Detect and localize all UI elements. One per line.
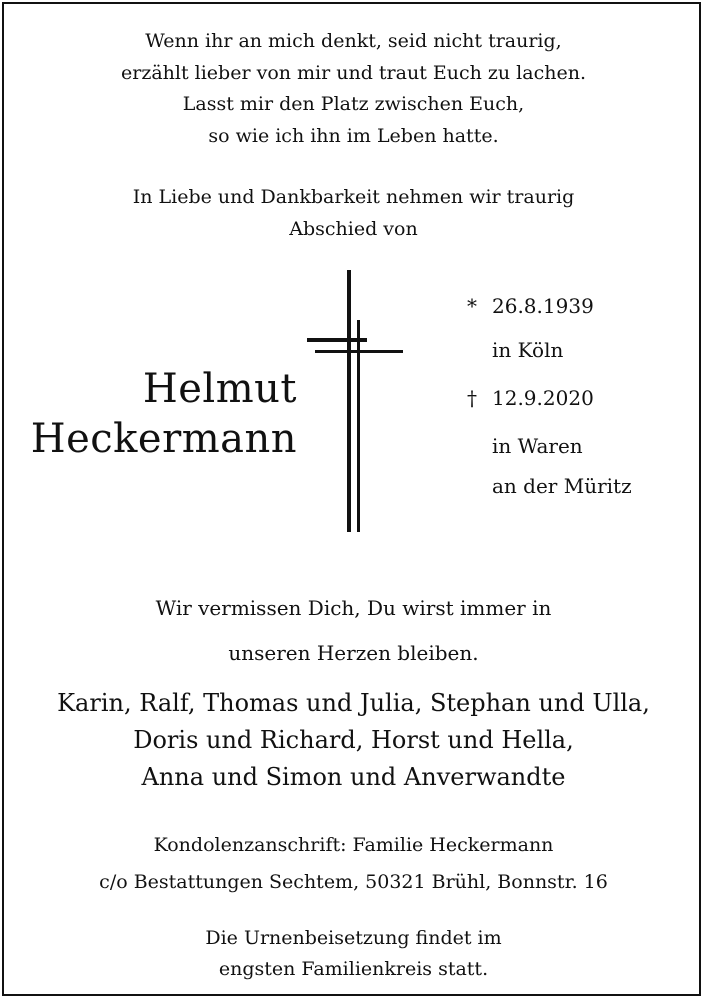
address-line: Kondolenzanschrift: Familie Heckermann xyxy=(153,834,554,856)
death-date: 12.9.2020 xyxy=(492,386,594,410)
mourners-list xyxy=(0,685,707,796)
deceased-name xyxy=(31,364,297,464)
death-cross-icon: † xyxy=(467,386,477,410)
miss-line: Wir vermissen Dich, Du wirst immer in xyxy=(155,596,552,620)
birth-place: in Köln xyxy=(492,338,564,362)
intro-line: Abschied von xyxy=(289,218,418,240)
mourners-line: Anna und Simon und Anverwandte xyxy=(141,763,566,791)
poem xyxy=(0,26,707,152)
mourners-line: Doris und Richard, Horst und Hella, xyxy=(133,726,574,754)
first-name: Helmut xyxy=(142,366,297,412)
address-line: c/o Bestattungen Sechtem, 50321 Brühl, Bonnstr. 16 xyxy=(99,871,608,893)
burial-note xyxy=(0,923,707,985)
miss-line: unseren Herzen bleiben. xyxy=(228,641,479,665)
burial-line: Die Urnenbeisetzung findet im xyxy=(205,927,502,949)
poem-line: Wenn ihr an mich denkt, seid nicht traurig, xyxy=(145,30,562,52)
burial-line: engsten Familienkreis statt. xyxy=(218,958,489,980)
poem-line: Lasst mir den Platz zwischen Euch, xyxy=(182,93,525,115)
cross-icon xyxy=(305,270,405,532)
intro-line: In Liebe und Dankbarkeit nehmen wir traurig xyxy=(132,186,575,208)
last-name: Heckermann xyxy=(30,416,297,462)
poem-line: erzählt lieber von mir und traut Euch zu lachen. xyxy=(121,61,586,84)
poem-line: so wie ich ihn im Leben hatte. xyxy=(208,124,499,147)
mourners-line: Karin, Ralf, Thomas und Julia, Stephan und Ulla, xyxy=(57,689,650,717)
birth-date: 26.8.1939 xyxy=(492,294,594,318)
death-place-line2: an der Müritz xyxy=(492,474,632,498)
death-place-line1: in Waren xyxy=(492,434,583,458)
miss-text xyxy=(0,586,707,676)
intro-text xyxy=(0,181,707,245)
birth-star-icon: * xyxy=(467,294,477,318)
condolence-address xyxy=(0,827,707,901)
